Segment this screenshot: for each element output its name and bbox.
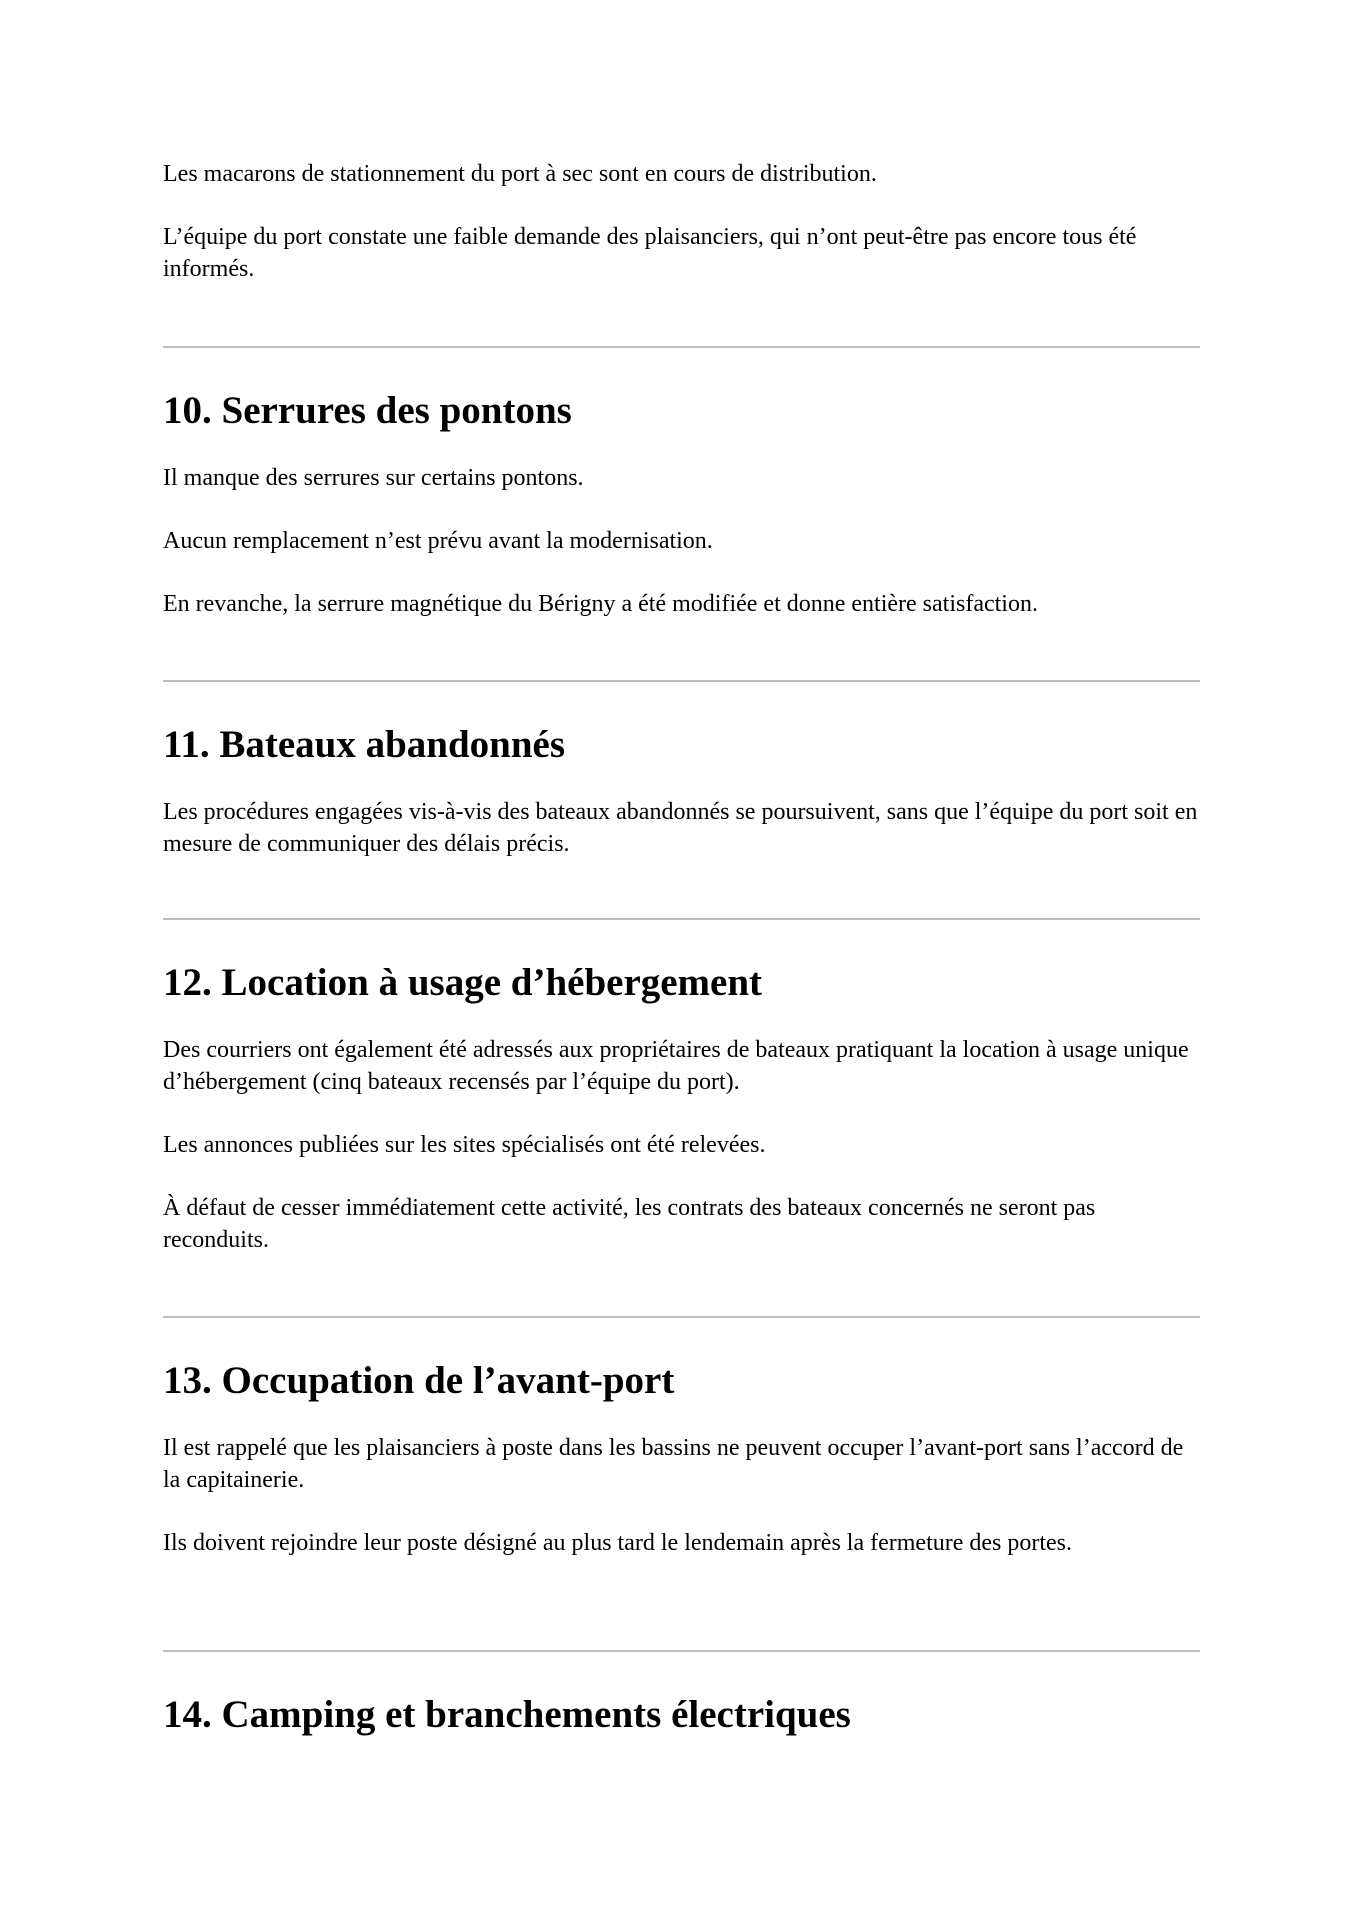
section-paragraph: Aucun remplacement n’est prévu avant la modernisation. (163, 528, 713, 554)
section-divider (163, 1650, 1200, 1652)
section-heading: 14. Camping et branchements électriques (163, 1693, 851, 1736)
section-paragraph: Des courriers ont également été adressés aux propriétaires de bateaux pratiquant la location à usage unique d’hébergement (cinq bateaux recensés par l’équipe du port). (163, 1037, 1189, 1095)
intro-paragraph-2: L’équipe du port constate une faible demande des plaisanciers, qui n’ont peut-être pas encore tous été informés. (163, 224, 1137, 282)
section-divider (163, 918, 1200, 920)
section-14 (163, 1692, 1200, 1766)
section-paragraph: En revanche, la serrure magnétique du Bérigny a été modifiée et donne entière satisfaction. (163, 591, 1038, 617)
section-heading: 10. Serrures des pontons (163, 389, 572, 432)
section-13 (163, 1358, 1200, 1590)
section-paragraph: Il est rappelé que les plaisanciers à poste dans les bassins ne peuvent occuper l’avant-port sans l’accord de la capitainerie. (163, 1435, 1184, 1493)
intro-block (163, 158, 1200, 316)
section-divider (163, 680, 1200, 682)
section-11 (163, 722, 1200, 891)
section-heading: 12. Location à usage d’hébergement (163, 961, 763, 1004)
section-paragraph: Ils doivent rejoindre leur poste désigné au plus tard le lendemain après la fermeture des portes. (163, 1530, 1073, 1556)
section-heading: 13. Occupation de l’avant-port (163, 1359, 675, 1402)
intro-paragraph-1: Les macarons de stationnement du port à sec sont en cours de distribution. (163, 161, 877, 187)
section-paragraph: Les annonces publiées sur les sites spécialisés ont été relevées. (163, 1132, 766, 1158)
section-divider (163, 346, 1200, 348)
section-heading: 11. Bateaux abandonnés (163, 723, 566, 766)
section-divider (163, 1316, 1200, 1318)
section-paragraph: À défaut de cesser immédiatement cette activité, les contrats des bateaux concernés ne seront pas reconduits. (163, 1195, 1096, 1253)
section-12 (163, 960, 1200, 1287)
section-paragraph: Les procédures engagées vis-à-vis des bateaux abandonnés se poursuivent, sans que l’équipe du port soit en mesure de communiquer des délais précis. (163, 799, 1198, 857)
section-10 (163, 388, 1200, 651)
section-paragraph: Il manque des serrures sur certains pontons. (163, 465, 584, 491)
